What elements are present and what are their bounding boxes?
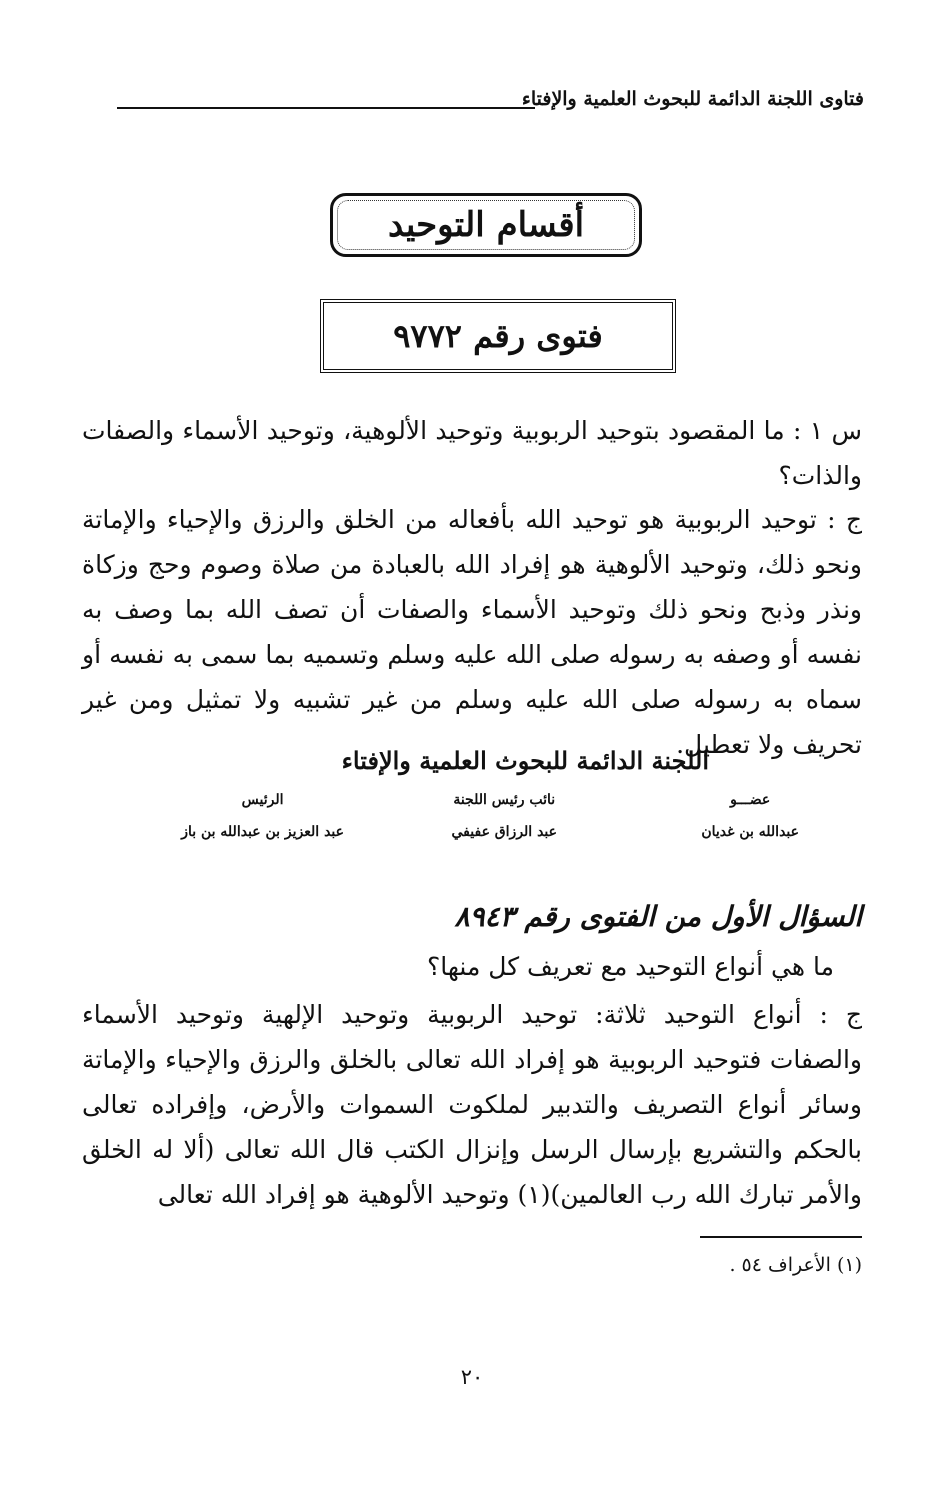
signatory-member [701,792,799,840]
signatory-deputy [452,792,557,840]
fatwa2-title: السؤال الأول من الفتوى رقم ٨٩٤٣ [454,900,862,933]
footnote: (١) الأعراف ٥٤ . [729,1254,862,1276]
running-header: فتاوى اللجنة الدائمة للبحوث العلمية والإفتاء [521,88,864,110]
signatory-name: عبد العزيز بن عبدالله بن باز [181,824,344,840]
fatwa1-answer: ج : توحيد الربوبية هو توحيد الله بأفعاله من الخلق والرزق والإحياء والإماتة ونحو ذلك، وتوحيد الألوهية هو إفراد الله بالعبادة من صلاة وصوم وحج وزكاة ونذر وذبح ونحو ذلك وتوحيد الأسماء والصفات أن تصف الله بما وصف به نفسه أو وصفه به رسوله صلى الله عليه وسلم وتسميه بما سمى به نفسه أو سماه به رسوله صلى الله عليه وسلم من غير تشبيه ولا تمثيل ومن غير تحريف ولا تعطيل. [82,505,862,759]
footnote-rule [700,1236,862,1238]
signatory-role: نائب رئيس اللجنة [453,792,556,808]
fatwa2-answer: ج : أنواع التوحيد ثلاثة: توحيد الربوبية وتوحيد الإلهية وتوحيد الأسماء والصفات فتوحيد الربوبية هو إفراد الله تعالى بالخلق والرزق والإحياء والإماتة وسائر أنواع التصريف والتدبير لملكوت السموات والأرض، وإفراده تعالى بالحكم والتشريع بإرسال الرسل وإنزال الكتب قال الله تعالى (ألا له الخلق والأمر تبارك الله رب العالمين)(١) وتوحيد الألوهية هو إفراد الله تعالى [82,1000,862,1209]
header-rule [117,107,535,109]
section-title: أقسام التوحيد [387,205,585,245]
page-number: ٢٠ [460,1365,484,1389]
signatory-president [181,792,344,840]
fatwa2-question: ما هي أنواع التوحيد مع تعريف كل منها؟ [426,952,834,981]
fatwa-number-title: فتوى رقم ٩٧٧٢ [320,299,676,373]
committee-name: اللجنة الدائمة للبحوث العلمية والإفتاء [341,746,709,775]
fatwa1-question: س ١ : ما المقصود بتوحيد الربوبية وتوحيد الألوهية، وتوحيد الأسماء والصفات والذات؟ [82,416,862,490]
signatory-role: عضـــو [730,792,771,808]
signatory-name: عبدالله بن غديان [701,824,799,840]
signatory-name: عبد الرزاق عفيفي [451,824,557,840]
signatory-role: الرئيس [241,792,284,808]
section-title-frame [330,193,642,257]
